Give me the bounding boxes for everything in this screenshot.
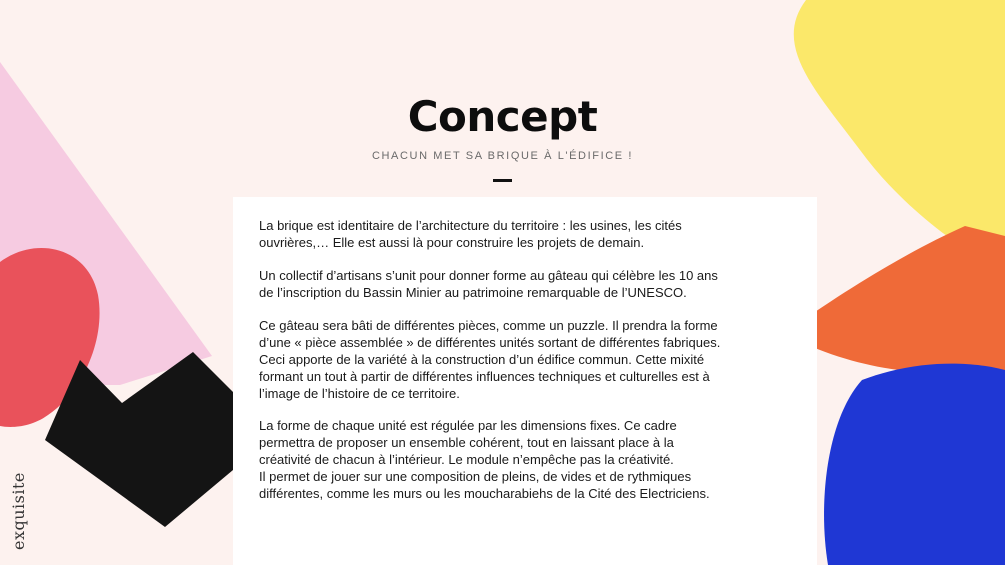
blue-blob-shape [824,364,1005,565]
page-title: Concept [407,92,598,141]
paragraph-puzzle: Ce gâteau sera bâti de différentes pièces, comme un puzzle. Il prendra la forme d’une « pièce assemblée » de différentes unités sortant de différentes fabriques. Ceci apporte de la variété à la construction d’un édifice commun. Cette mixité formant un tout à partir de différentes influences techniques et culturelles est à l’image de l’histoire de ce territoire. [259,318,721,401]
paragraph-collective: Un collectif d’artisans s’unit pour donner forme au gâteau qui célèbre les 10 ans de l’inscription du Bassin Minier au patrimoine remarquable de l’UNESCO. [259,268,718,300]
title-divider [493,179,512,182]
page-subtitle: CHACUN MET SA BRIQUE À L'ÉDIFICE ! [371,150,634,162]
paragraph-module: La forme de chaque unité est régulée par les dimensions fixes. Ce cadre permettra de proposer un ensemble cohérent, tout en laissant place à la créativité de chacun à l’intérieur. Le module n’empêche pas la créativité. Il permet de jouer sur une composition de pleins, de vides et de rythmiques différentes, comme les murs ou les moucharabiehs de la Cité des Electriciens. [259,418,710,501]
paragraph-brick: La brique est identitaire de l’architecture du territoire : les usines, les cités ouvrières,… Elle est aussi là pour construire les projets de demain. [259,218,682,250]
brand-wordmark: exquisite [9,472,28,550]
